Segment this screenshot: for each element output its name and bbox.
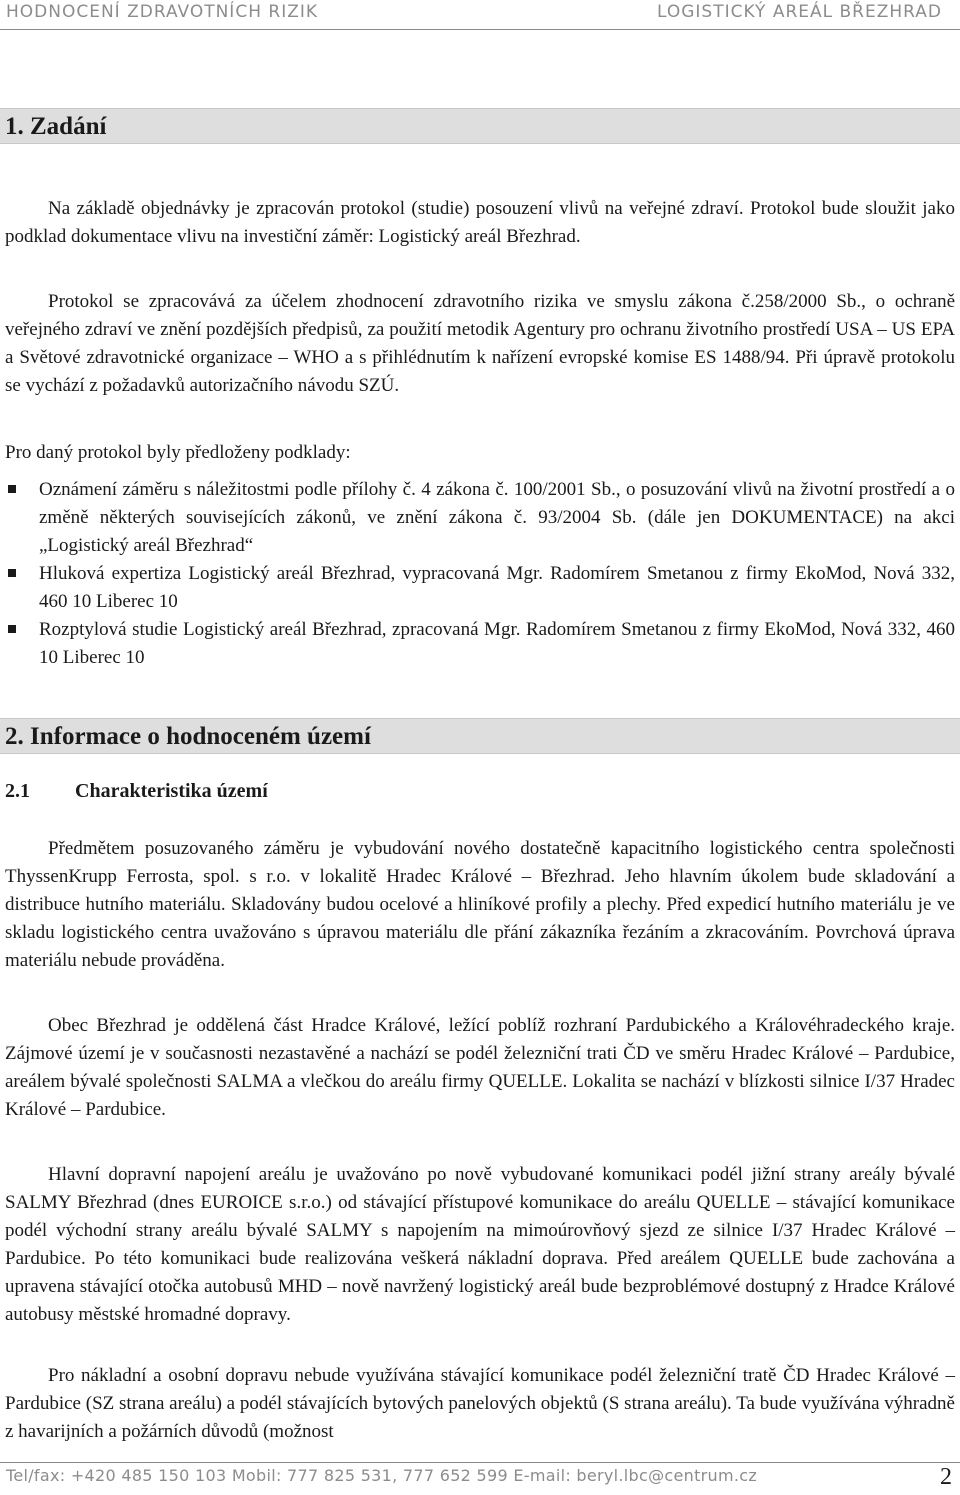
header-right-title: LOGISTICKÝ AREÁL BŘEZHRAD [657,2,942,22]
page-header [0,0,960,30]
bullet-icon [8,485,16,493]
subsection-heading [5,780,268,803]
page-footer [0,1462,960,1495]
section-1-paragraph-1: Na základě objednávky je zpracován protokol (studie) posouzení vlivů na veřejné zdraví. Protokol bude sloužit jako podklad dokumentace vlivu na investiční záměr: Logistický areál Březhrad. [5,198,955,247]
page-number: 2 [940,1464,952,1490]
subsection-number: 2.1 [5,780,30,802]
bullet-icon [8,569,16,577]
list-item-text: Oznámení záměru s náležitostmi podle přílohy č. 4 zákona č. 100/2001 Sb., o posuzování vlivů na životní prostředí a o změně některých souvisejících zákonů, ve znění zákona č. 93/2004 Sb. (dále jen DOKUMENTACE) na akci „Logistický areál Březhrad“ [39,479,955,556]
list-item [5,616,955,672]
bullet-icon [8,625,16,633]
section-2-paragraph-1: Předmětem posuzovaného záměru je vybudování nového dostatečně kapacitního logistického centra společnosti ThyssenKrupp Ferrosta, spol. s r.o. v lokalitě Hradec Králové – Březhrad. Jeho hlavním úkolem bude skladování a distribuce hutního materiálu. Skladovány budou ocelové a hliníkové profily a plechy. Před expedicí hutního materiálu je ve skladu logistického centra uvažováno s úpravou materiálu dle přání zákazníka řezáním a zkracováním. Povrchová úprava materiálu nebude prováděna. [5,838,955,971]
subsection-title: Charakteristika území [75,780,268,802]
section-2-paragraph-3: Hlavní dopravní napojení areálu je uvažováno po nově vybudované komunikaci podél jižní strany areály bývalé SALMY Březhrad (dnes EUROICE s.r.o.) od stávající přístupové komunikace do areálu QUELLE – stávající komunikace podél východní strany areálu bývalé SALMY s napojením na mimoúrovňový sjezd ze silnice I/37 Hradec Králové – Pardubice. Po této komunikaci bude realizována veškerá nákladní doprava. Před areálem QUELLE bude zachována a upravena stávající otočka autobusů MHD – nově navržený logistický areál bude bezproblémové dostupný z Hradce Králové autobusy městské hromadné dopravy. [5,1164,955,1325]
section-1-paragraph-3: Pro daný protokol byly předloženy podklady: [5,442,351,463]
list-item [5,560,955,616]
list-item-text: Rozptylová studie Logistický areál Březhrad, zpracovaná Mgr. Radomírem Smetanou z firmy EkoMod, Nová 332, 460 10 Liberec 10 [39,619,955,668]
section-1-paragraph-2: Protokol se zpracovává za účelem zhodnocení zdravotního rizika ve smyslu zákona č.258/2000 Sb., o ochraně veřejného zdraví ve znění pozdějších předpisů, za použití metodik Agentury pro ochranu životního prostředí USA – US EPA a Světové zdravotnické organizace – WHO a s přihlédnutím k nařízení evropské komise ES 1488/94. Při úpravě protokolu se vychází z požadavků autorizačního návodu SZÚ. [5,291,955,396]
list-item [5,476,955,560]
section-2-paragraph-2: Obec Březhrad je oddělená část Hradce Králové, ležící poblíž rozhraní Pardubického a Královéhradeckého kraje. Zájmové území je v současnosti nezastavěné a nachází se podél železniční trati ČD ve směru Hradec Králové – Pardubice, areálem bývalé společnosti SALMA a vlečkou do areálu firmy QUELLE. Lokalita se nachází v blízkosti silnice I/37 Hradec Králové – Pardubice. [5,1015,955,1120]
section-2-heading: 2. Informace o hodnoceném území [0,718,960,754]
section-1-heading: 1. Zadání [0,108,960,144]
list-item-text: Hluková expertiza Logistický areál Březhrad, vypracovaná Mgr. Radomírem Smetanou z firmy EkoMod, Nová 332, 460 10 Liberec 10 [39,563,955,612]
footer-contact: Tel/fax: +420 485 150 103 Mobil: 777 825 531, 777 652 599 E-mail: beryl.lbc@centrum.cz [6,1466,758,1485]
header-left-title: HODNOCENÍ ZDRAVOTNÍCH RIZIK [6,2,319,22]
section-2-paragraph-4: Pro nákladní a osobní dopravu nebude využívána stávající komunikace podél železniční tratě ČD Hradec Králové – Pardubice (SZ strana areálu) a podél stávajících bytových panelových objektů (S strana areálu). Ta bude využívána výhradně z havarijních a požárních důvodů (možnost [5,1365,955,1442]
